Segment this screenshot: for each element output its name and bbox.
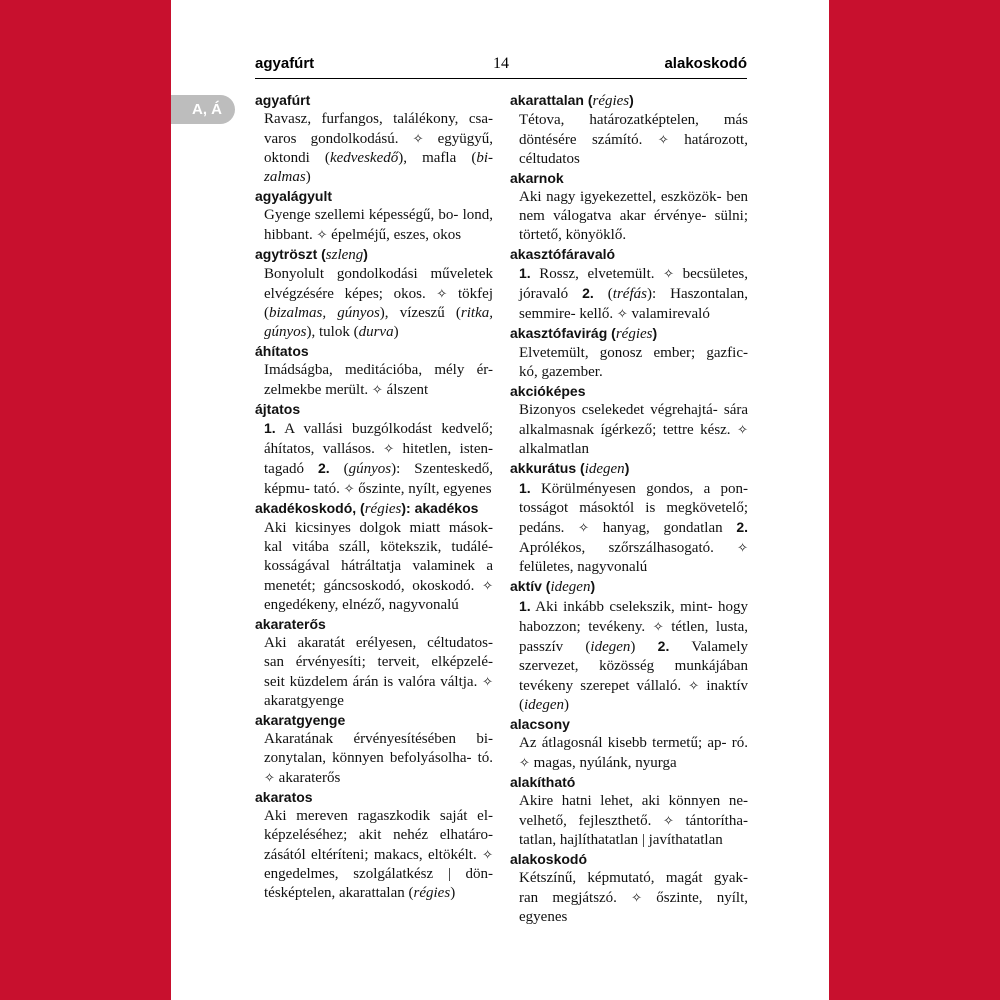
entry-definition: Aki kicsinyes dolgok miatt mások- kal vitába száll, kötekszik, tudálé- kosságával hátráltatja valaminek a menetét; gáncsoskodó, okoskodó. ✧ engedékeny, elnéző, nagyvonalú xyxy=(264,520,493,613)
dictionary-entry xyxy=(255,187,493,245)
entry-definition: Aki nagy igyekezettel, eszközök- ben nem válogatva akar érvénye- sülni; törtető, könyöklő. xyxy=(519,189,748,243)
entry-definition: Gyenge szellemi képességű, bo- lond, hibbant. ✧ épelméjű, eszes, okos xyxy=(264,207,493,243)
entry-headword: akcióképes xyxy=(510,383,586,399)
dictionary-entry xyxy=(510,324,748,382)
dictionary-entry xyxy=(510,382,748,459)
dictionary-entry xyxy=(255,711,493,788)
dictionary-entry xyxy=(510,773,748,850)
header-first-entry: agyafúrt xyxy=(255,55,315,72)
entry-headword: akkurátus (idegen) xyxy=(510,460,630,477)
dictionary-entry xyxy=(510,459,748,577)
entry-headword: agyalágyult xyxy=(255,188,333,204)
entry-headword: alacsony xyxy=(510,716,570,732)
entry-definition: Bizonyos cselekedet végrehajtá- sára alkalmasnak ígérkező; tettre kész. ✧ alkalmatlan xyxy=(519,402,748,457)
entry-headword: akaratgyenge xyxy=(255,712,346,728)
header-last-entry: alakoskodó xyxy=(664,55,747,72)
entry-definition: Akaratának érvényesítésében bi- zonytalan, könnyen befolyásolha- tó. ✧ akaraterős xyxy=(264,731,493,786)
running-header xyxy=(255,55,747,77)
entry-headword: akaratos xyxy=(255,789,313,805)
entry-definition: 1. Aki inkább cselekszik, mint- hogy habozzon; tevékeny. ✧ tétlen, lusta, passzív (idegen) 2. Valamely szervezet, közösség munkájában tevékeny szerepet vállaló. ✧ inaktív (idegen) xyxy=(519,598,748,713)
dictionary-entry xyxy=(510,245,748,324)
entry-headword: akasztófavirág (régies) xyxy=(510,325,658,342)
entry-definition: Elvetemült, gonosz ember; gazfic- kó, gazember. xyxy=(519,345,748,380)
entry-headword: agytröszt (szleng) xyxy=(255,246,368,263)
entry-headword: ájtatos xyxy=(255,401,301,417)
dictionary-entry xyxy=(255,400,493,499)
entry-headword: alakítható xyxy=(510,774,576,790)
entry-headword: agyafúrt xyxy=(255,92,311,108)
entry-headword: akaraterős xyxy=(255,616,326,632)
entry-definition: 1. A vallási buzgólkodást kedvelő; áhítatos, vallásos. ✧ hitetlen, isten- tagadó 2. (gúnyos): Szenteskedő, képmu- tató. ✧ őszinte, nyílt, egyenes xyxy=(264,420,494,497)
entry-headword: akarnok xyxy=(510,170,564,186)
dictionary-entry xyxy=(510,577,748,715)
dictionary-entry xyxy=(255,342,493,400)
dictionary-entry xyxy=(255,91,493,187)
dictionary-entry xyxy=(255,615,493,711)
dictionary-page xyxy=(171,0,829,1000)
entry-headword: aktív (idegen) xyxy=(510,578,596,595)
entry-definition: Aki mereven ragaszkodik saját el- képzeléséhez; akit nehéz elhatáro- zásától eltéríteni; makacs, eltökélt. ✧ engedelmes, szolgálatkész | dön- tésképtelen, akarattalan (régies) xyxy=(264,808,493,901)
right-column xyxy=(510,91,748,927)
entry-definition: Aki akaratát erélyesen, céltudatos- san érvényesíti; terveit, elképzelé- seit küzdelem árán is valóra váltja. ✧ akaratgyenge xyxy=(264,635,493,709)
entry-definition: Tétova, határozatképtelen, más döntésére számító. ✧ határozott, céltudatos xyxy=(519,112,748,167)
entry-headword: akadékoskodó, (régies): akadékos xyxy=(255,500,479,517)
dictionary-entry xyxy=(255,788,493,903)
dictionary-entry xyxy=(510,850,748,927)
entry-headword: áhítatos xyxy=(255,343,309,359)
entry-definition: Akire hatni lehet, aki könnyen ne- velhető, fejleszthető. ✧ tántoríthа- tatlan, hajlíthatatlan | javíthatatlan xyxy=(519,793,748,848)
dictionary-entry xyxy=(255,499,493,615)
page-number: 14 xyxy=(493,55,509,72)
header-rule xyxy=(255,78,747,79)
entry-definition: 1. Körülményesen gondos, a pon- tosságot másoktól is megkövetelő; pedáns. ✧ hanyag, gondatlan 2. Aprólékos, szőrszálhasogató. ✧ felületes, nagyvonalú xyxy=(519,480,749,575)
dictionary-entry xyxy=(510,715,748,773)
left-column xyxy=(255,91,493,903)
entry-definition: 1. Rossz, elvetemült. ✧ becsületes, jóravaló 2. (tréfás): Haszontalan, semmire- kellő. ✧ valamirevaló xyxy=(519,265,748,322)
entry-headword: akarattalan (régies) xyxy=(510,92,634,109)
entry-headword: akasztófáravaló xyxy=(510,246,616,262)
dictionary-entry xyxy=(510,91,748,169)
entry-definition: Kétszínű, képmutató, magát gyak- ran megjátszó. ✧ őszinte, nyílt, egyenes xyxy=(519,870,748,925)
dictionary-entry xyxy=(510,169,748,245)
entry-definition: Bonyolult gondolkodási műveletek elvégzésére képes; okos. ✧ tökfej (bizalmas, gúnyos), vízeszű (ritka, gúnyos), tulok (durva) xyxy=(264,266,494,340)
entry-definition: Imádságba, meditációba, mély ér- zelmekbe merült. ✧ álszent xyxy=(264,362,493,398)
entry-definition: Ravasz, furfangos, találékony, csa- varos gondolkodású. ✧ együgyű, oktondi (kedveskedő), mafla (bi- zalmas) xyxy=(264,111,493,185)
entry-definition: Az átlagosnál kisebb termetű; ap- ró. ✧ magas, nyúlánk, nyurga xyxy=(519,735,748,771)
entry-headword: alakoskodó xyxy=(510,851,588,867)
dictionary-entry xyxy=(255,245,493,342)
letter-tab[interactable]: A, Á xyxy=(171,95,235,124)
